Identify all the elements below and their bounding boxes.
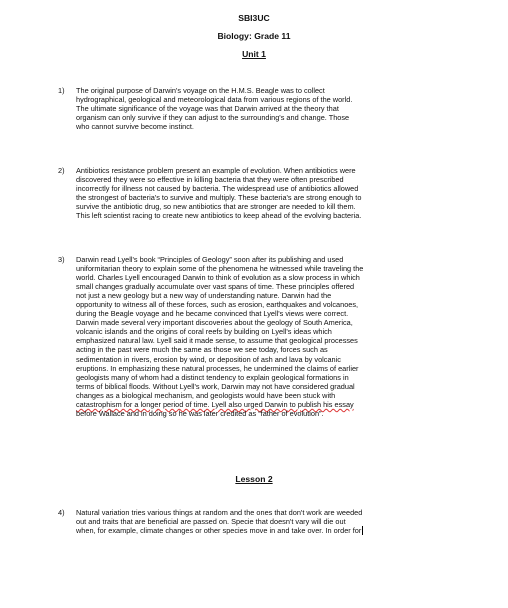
text-line: survive the antibiotic drug, so new antibiotics that are stronger are needed to kill them. [76,202,356,212]
unit-heading: Unit 1 [242,49,266,59]
text-line-with-cursor[interactable] [76,526,450,535]
text-line: sedimentation in rivers, erosion by wind, or deposition of ash and lava by volcanic [76,354,341,364]
text-line: changes as a biological mechanism, and geologists would have been stuck with [76,390,336,400]
text-line: when, for example, climate changes or other species move in and take over. In order for [76,526,362,536]
answer-item-2[interactable] [58,166,450,221]
text-line: This left scientist racing to create new antibiotics to keep ahead of the evolving bacteria. [76,211,362,221]
text-line: hydrographical, geological and meteorological data from various regions of the world. [76,95,353,105]
text-line: out and traits that are beneficial are passed on. Specie that doesn't vary will die out [76,517,346,527]
text-line: the strongest of bacteria's to survive and multiply. These bacteria's are strong enough to [76,193,362,203]
text-line: organism can only survive if they can adjust to the surrounding's and change. Those [76,113,350,123]
item-number: 4) [58,508,65,517]
subject-title: Biology: Grade 11 [217,31,291,41]
item-number: 1) [58,86,65,95]
text-cursor [362,526,363,535]
text-line: Natural variation tries various things at random and the ones that don't work are weeded [76,508,363,517]
text-line: terms of biblical floods. Without Lyell's work, Darwin may not have considered gradual [76,381,355,391]
text-line: Darwin read Lyell's book “Principles of Geology” soon after its publishing and used [76,255,344,264]
text-line: eruptions. In emphasizing these natural processes, he undermined the claims of earlier [76,363,359,373]
text-line-spellcheck: catastrophism for a longer period of time. Lyell also urged Darwin to publish his essay [76,399,354,409]
answer-item-3[interactable] [58,255,450,418]
answer-item-1[interactable] [58,86,450,132]
text-line: Antibiotics resistance problem present an example of evolution. When antibiotics were [76,166,356,175]
text-line: emphasized natural law. Lyell said it made sense, to assume that geological processes [76,336,358,346]
text-line: during the Beagle voyage and he became convinced that Lyell's views were correct. [76,309,349,319]
text-line: volcanic islands and the origins of coral reefs by building on Lyell's ideas which [76,327,332,337]
text-line: uniformitarian theory to explain some of the phenomena he witnessed while traveling the [76,264,364,274]
text-line: The ultimate significance of the voyage was that Darwin arrived at the theory that [76,104,339,114]
text-line: not just a new geology but a new way of understanding nature. Darwin had the [76,291,332,301]
course-code: SBI3UC [238,13,270,23]
text-line: before Wallace and in doing so he was later credited as “father of evolution”. [76,408,324,418]
text-line: acting in the past were much the same as those we see today, forces such as [76,345,328,355]
text-line: geologists many of whom had a distinct tendency to explain geological formations in [76,372,349,382]
item-number: 3) [58,255,65,264]
text-line: incorrectly for illness not caused by bacteria. The widespread use of antibiotics allowed [76,184,359,194]
item-number: 2) [58,166,65,175]
text-line: small changes gradually accumulate over vast spans of time. These principles offered [76,282,355,292]
text-line: discovered they were so effective in killing bacteria that they were often prescribed [76,175,344,185]
answer-item-4[interactable] [58,508,450,536]
text-line: who cannot survive become instinct. [76,122,194,132]
text-line: world. Charles Lyell encouraged Darwin to think of evolution as a slow process in which [76,273,360,283]
lesson-2-heading: Lesson 2 [235,474,273,484]
text-line: opportunity to witness all of these forces, such as erosion, earthquakes and volcanoes, [76,300,359,310]
text-line: Darwin made several very important discoveries about the geology of South America, [76,318,353,328]
text-line: The original purpose of Darwin's voyage on the H.M.S. Beagle was to collect [76,86,325,95]
